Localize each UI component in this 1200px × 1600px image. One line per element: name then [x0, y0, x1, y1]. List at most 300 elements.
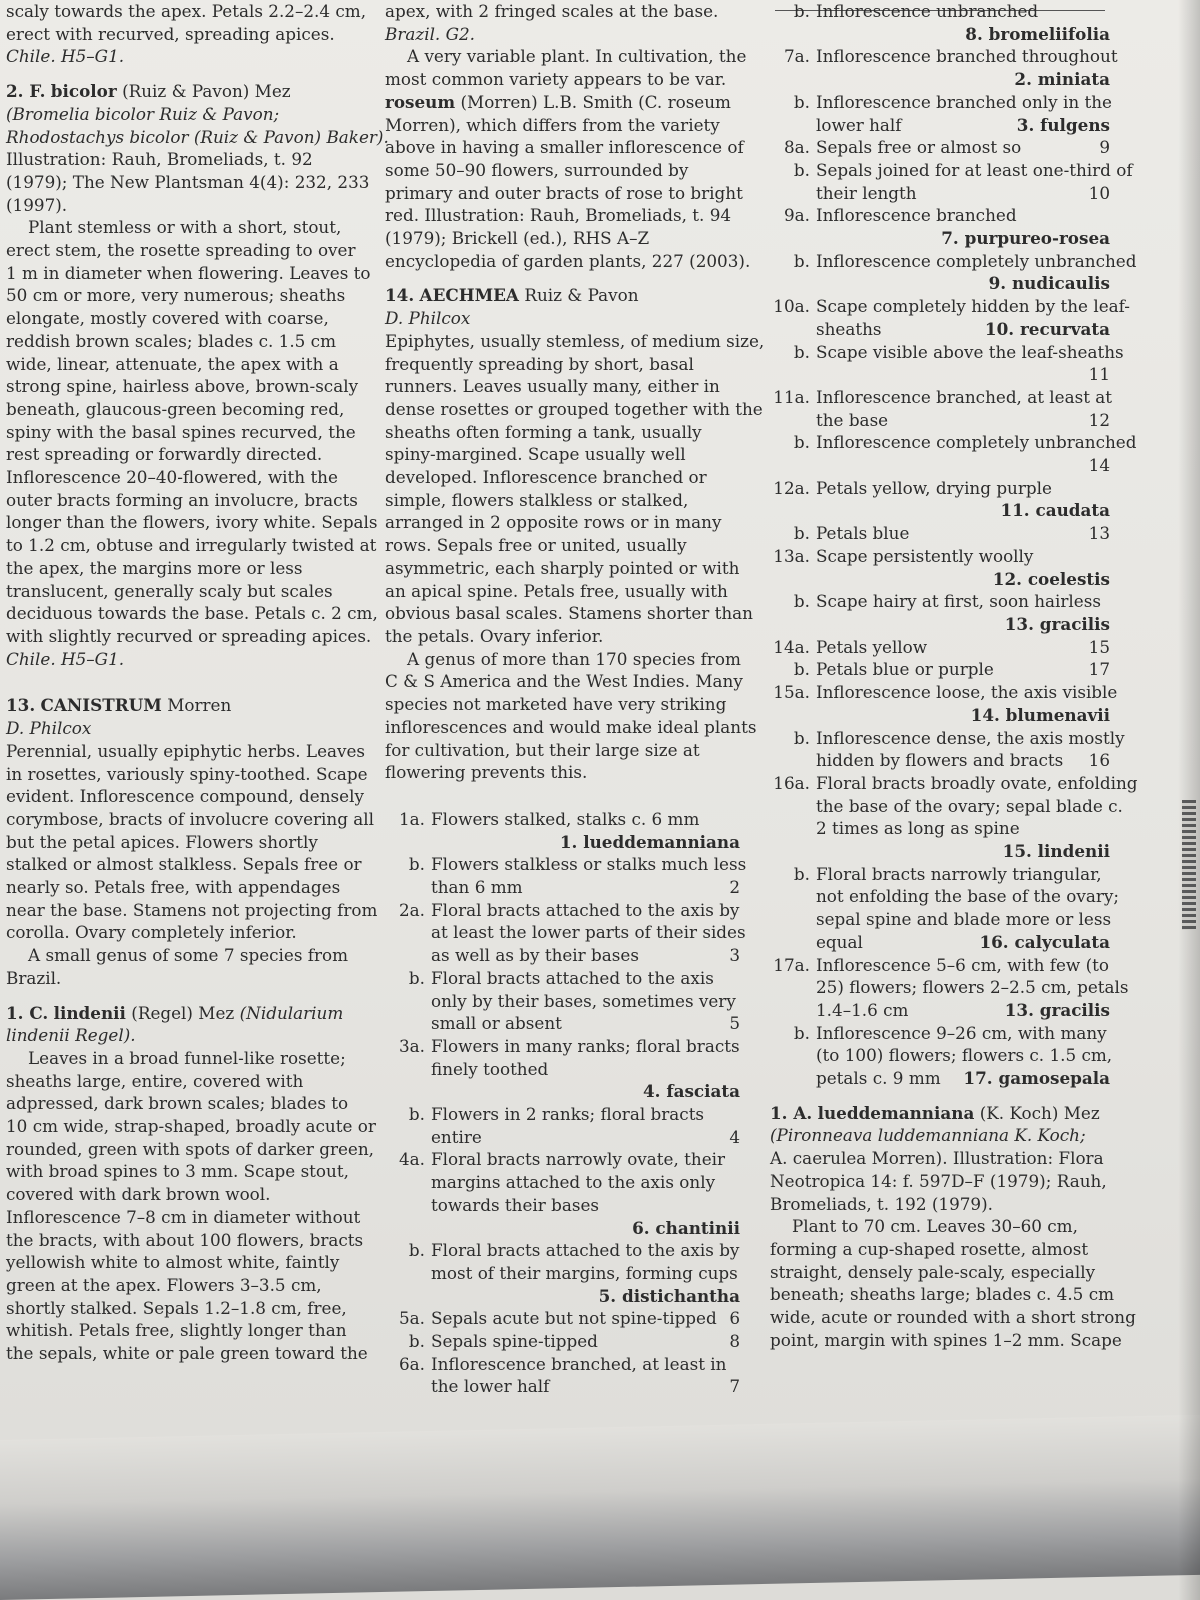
- key-text: 25) flowers; flowers 2–2.5 cm, petals: [816, 977, 1129, 998]
- desc-line: sheaths often forming a tank, usually: [385, 421, 702, 442]
- key-entry: [385, 1035, 740, 1058]
- desc-line: species not marketed have very striking: [385, 694, 727, 715]
- desc-line: developed. Inflorescence branched or: [385, 467, 707, 488]
- key-continuation: [385, 1194, 740, 1217]
- desc-line: (1979); Brickell (ed.), RHS A–Z: [385, 228, 650, 249]
- key-label: b.: [793, 591, 810, 612]
- key-text: hidden by flowers and bracts: [816, 750, 1064, 771]
- desc-line: the apex, the margins more or less: [6, 557, 303, 578]
- desc-line: red. Illustration: Rauh, Bromeliads, t. 94: [385, 205, 732, 226]
- species-name: lindenii: [53, 1002, 126, 1023]
- key-continuation: [385, 1012, 740, 1035]
- key-text: Scape completely hidden by the leaf-: [816, 296, 1130, 317]
- key-entry: [770, 136, 1110, 159]
- key-result: 7. purpureo-rosea: [941, 228, 1110, 249]
- key-entry: [770, 522, 1110, 545]
- key-lead: 16: [1088, 750, 1110, 771]
- key-label: 14a.: [773, 636, 810, 657]
- key-text: most of their margins, forming cups: [431, 1262, 738, 1283]
- desc-line: deciduous towards the base. Petals c. 2 cm,: [6, 603, 378, 624]
- key-text: Inflorescence branched throughout: [816, 46, 1118, 67]
- key-text: Inflorescence loose, the axis visible: [816, 682, 1118, 703]
- desc-line: simple, flowers stalkless or stalked,: [385, 489, 689, 510]
- key-result: 2. miniata: [1014, 69, 1110, 90]
- key-text: Sepals joined for at least one-third of: [816, 159, 1133, 180]
- desc-line: straight, densely pale-scaly, especially: [770, 1261, 1096, 1282]
- key-text: Petals yellow: [816, 636, 928, 657]
- text-line: apex, with 2 fringed scales at the base.: [385, 1, 719, 21]
- key-label: b.: [793, 1022, 810, 1043]
- key-entry: [770, 250, 1137, 273]
- key-result: 9. nudicaulis: [988, 273, 1110, 294]
- key-result: 14. blumenavii: [970, 704, 1110, 725]
- key-text: the base of the ovary; sepal blade c.: [816, 795, 1123, 816]
- key-continuation: [770, 976, 1129, 999]
- key-label: 2a.: [398, 899, 425, 920]
- origin-line: Chile. H5–G1.: [6, 648, 125, 669]
- genus-authority: Morren: [167, 695, 232, 716]
- desc-line: sheaths large, entire, covered with: [6, 1070, 304, 1091]
- key-label: b.: [408, 1104, 425, 1125]
- key-continuation: [770, 114, 1110, 137]
- key-lead: 6: [729, 1308, 740, 1329]
- key-text: Inflorescence branched only in the: [816, 91, 1112, 112]
- key-text: the lower half: [431, 1376, 550, 1397]
- desc-line: elongate, mostly covered with coarse,: [6, 308, 329, 329]
- key-result: 15. lindenii: [1002, 841, 1110, 862]
- key-text: Scape hairy at first, soon hairless: [816, 591, 1101, 612]
- key-text: Sepals free or almost so: [816, 137, 1022, 158]
- key-result: 3. fulgens: [1016, 114, 1110, 135]
- desc-line: wide, linear, attenuate, the apex with a: [6, 353, 339, 374]
- illustration-line: Illustration: Rauh, Bromeliads, t. 92: [6, 149, 313, 170]
- key-text: Inflorescence completely unbranched: [816, 250, 1137, 271]
- key-entry: [385, 1239, 740, 1262]
- desc-line: flowering prevents this.: [385, 762, 588, 783]
- desc-line: inflorescences and would make ideal plants: [385, 716, 757, 737]
- key-label: 5a.: [398, 1308, 425, 1329]
- text-line: erect with recurved, spreading apices.: [6, 23, 335, 44]
- desc-line: point, margin with spines 1–2 mm. Scape: [770, 1329, 1122, 1350]
- key-lead: 10: [1088, 182, 1110, 203]
- synonym-line: (Pironneava luddemanniana K. Koch;: [770, 1125, 1086, 1146]
- desc-line: with slightly recurved or spreading apices.: [6, 625, 372, 646]
- synonym-line: Rhodostachys bicolor (Ruiz & Pavon) Baker).: [6, 126, 389, 147]
- key-entry: [770, 681, 1118, 704]
- identification-key-part1: [385, 808, 747, 1398]
- key-text: only by their bases, sometimes very: [431, 990, 736, 1011]
- desc-line: rows. Sepals free or united, usually: [385, 535, 687, 556]
- key-label: 16a.: [773, 772, 810, 793]
- key-continuation: [385, 990, 740, 1013]
- key-text: equal: [816, 931, 863, 952]
- desc-line: beneath, glaucous-green becoming red,: [6, 398, 345, 419]
- key-continuation: [770, 318, 1110, 341]
- desc-line: corymbose, bracts of involucre covering all: [6, 808, 375, 829]
- key-label: b.: [793, 432, 810, 453]
- desc-line: wide, acute or rounded with a short strong: [770, 1307, 1136, 1328]
- key-text: not enfolding the base of the ovary;: [816, 886, 1120, 907]
- key-entry: [770, 954, 1110, 977]
- key-continuation: [770, 1067, 1110, 1090]
- genus-authority: Ruiz & Pavon: [524, 285, 639, 306]
- key-text: finely toothed: [431, 1058, 549, 1079]
- species-heading-lueddemanniana: [770, 1102, 1110, 1125]
- key-result: 11. caudata: [1000, 500, 1110, 521]
- desc-line: Inflorescence 20–40-flowered, with the: [6, 467, 338, 488]
- key-result: 6. chantinii: [632, 1217, 740, 1238]
- origin-line: Chile. H5–G1.: [6, 46, 125, 67]
- desc-line: Morren), which differs from the variety: [385, 114, 720, 135]
- page-bottom-edge: [0, 1415, 1200, 1600]
- desc-line: 50 cm or more, very numerous; sheaths: [6, 285, 346, 306]
- synonym: (Nidularium: [239, 1002, 344, 1023]
- desc-line: Leaves in a broad funnel-like rosette;: [28, 1047, 346, 1068]
- desc-line: some 50–90 flowers, surrounded by: [385, 159, 689, 180]
- genus-number: 14.: [385, 285, 415, 306]
- key-entry: [385, 808, 740, 831]
- key-text: Inflorescence branched: [816, 205, 1017, 226]
- thumb-index-mark: [1182, 800, 1196, 930]
- desc-line: reddish brown scales; blades c. 1.5 cm: [6, 330, 336, 351]
- key-entry: [385, 1353, 740, 1376]
- key-lead: 5: [729, 1013, 740, 1034]
- key-text: sheaths: [816, 318, 882, 339]
- key-entry: [770, 658, 1110, 681]
- key-label: b.: [793, 159, 810, 180]
- key-lead: 15: [1088, 636, 1110, 657]
- key-entry: [770, 386, 1113, 409]
- key-text: Inflorescence dense, the axis mostly: [816, 727, 1125, 748]
- desc-line: whitish. Petals free, slightly longer than: [6, 1320, 347, 1341]
- key-continuation: [385, 876, 740, 899]
- desc-line: evident. Inflorescence compound, densely: [6, 786, 364, 807]
- desc-line: yellowish white to almost white, faintly: [6, 1252, 340, 1273]
- identification-key-part2: [770, 0, 1138, 1090]
- key-continuation: [770, 999, 1110, 1022]
- key-text: entire: [431, 1126, 482, 1147]
- key-result: 16. calyculata: [979, 931, 1110, 952]
- key-label: b.: [793, 341, 810, 362]
- illustration-line: (1997).: [6, 194, 68, 215]
- desc-line: Inflorescence 7–8 cm in diameter without: [6, 1206, 361, 1227]
- key-label: b.: [793, 250, 810, 271]
- key-text: Petals blue or purple: [816, 659, 994, 680]
- species-number: 1. A.: [770, 1102, 813, 1123]
- key-text: small or absent: [431, 1013, 562, 1034]
- key-lead: 13: [1088, 523, 1110, 544]
- key-result: 17. gamosepala: [963, 1068, 1110, 1089]
- desc-line: erect stem, the rosette spreading to over: [6, 240, 356, 261]
- key-label: 15a.: [773, 682, 810, 703]
- key-lead: 7: [729, 1376, 740, 1397]
- key-result: 13. gracilis: [1004, 613, 1110, 634]
- key-result: 13. gracilis: [1004, 999, 1110, 1020]
- key-text: Scape persistently woolly: [816, 545, 1034, 566]
- desc-line: stalked or almost stalkless. Sepals free or: [6, 854, 362, 875]
- desc-line: outer bracts forming an involucre, bracts: [6, 489, 358, 510]
- key-text: Inflorescence 9–26 cm, with many: [816, 1022, 1107, 1043]
- desc-line: A genus of more than 170 species from: [407, 648, 741, 669]
- key-continuation: [385, 1126, 740, 1149]
- desc-line: primary and outer bracts of rose to bright: [385, 182, 743, 203]
- key-lead: 12: [1088, 409, 1110, 430]
- key-text: the base: [816, 409, 889, 430]
- key-text: Floral bracts narrowly triangular,: [816, 863, 1102, 884]
- key-label: b.: [793, 91, 810, 112]
- species-authority: (K. Koch) Mez: [979, 1102, 1100, 1123]
- desc-line: most common variety appears to be var.: [385, 69, 727, 90]
- genus-number: 13.: [6, 695, 36, 716]
- desc-line: near the base. Stamens not projecting from: [6, 899, 378, 920]
- key-label: 1a.: [398, 808, 425, 829]
- key-text: Inflorescence unbranched: [816, 1, 1039, 21]
- key-text: 2 times as long as spine: [816, 818, 1020, 839]
- key-text: margins attached to the axis only: [431, 1172, 716, 1193]
- key-text: Flowers stalked, stalks c. 6 mm: [431, 808, 700, 829]
- key-label: b.: [793, 523, 810, 544]
- species-authority: (Regel) Mez: [131, 1002, 235, 1023]
- key-continuation: [385, 921, 746, 944]
- key-text: Inflorescence 5–6 cm, with few (to: [816, 954, 1110, 975]
- desc-line: C & S America and the West Indies. Many: [385, 671, 743, 692]
- genus-name: CANISTRUM: [40, 695, 162, 716]
- desc-line: Perennial, usually epiphytic herbs. Leaves: [6, 740, 366, 761]
- text-line: scaly towards the apex. Petals 2.2–2.4 cm,: [6, 1, 367, 21]
- key-label: 9a.: [783, 205, 810, 226]
- desc-line: covered with dark brown wool.: [6, 1184, 271, 1205]
- desc-line: in rosettes, variously spiny-toothed. Scape: [6, 763, 368, 784]
- desc-line: to 1.2 cm, obtuse and irregularly twisted at: [6, 535, 377, 556]
- desc-line: for cultivation, but their large size at: [385, 739, 700, 760]
- key-continuation: [385, 1058, 740, 1081]
- key-entry: [770, 295, 1130, 318]
- key-entry: [770, 45, 1118, 68]
- key-continuation: [770, 795, 1123, 818]
- key-label: b.: [408, 967, 425, 988]
- key-text: towards their bases: [431, 1194, 600, 1215]
- desc-line: arranged in 2 opposite rows or in many: [385, 512, 722, 533]
- key-text: Petals blue: [816, 523, 910, 544]
- key-entry: [770, 431, 1137, 454]
- desc-line: Brazil.: [6, 967, 62, 988]
- key-label: 3a.: [398, 1035, 425, 1056]
- desc-line: Plant stemless or with a short, stout,: [28, 217, 342, 238]
- column-middle: [385, 0, 765, 1398]
- desc-line: frequently spreading by short, basal: [385, 353, 694, 374]
- key-text: Floral bracts attached to the axis by: [431, 1240, 740, 1261]
- key-lead: 4: [729, 1126, 740, 1147]
- desc-line: rounded, green with spots of darker green,: [6, 1138, 374, 1159]
- key-text: (to 100) flowers; flowers c. 1.5 cm,: [816, 1045, 1113, 1066]
- key-continuation: [770, 908, 1110, 931]
- key-entry: [385, 899, 740, 922]
- desc-line: nearly so. Petals free, with appendages: [6, 877, 341, 898]
- key-continuation: [770, 749, 1110, 772]
- key-text: Floral bracts attached to the axis by: [431, 899, 740, 920]
- key-text: Sepals acute but not spine-tipped: [431, 1308, 717, 1329]
- desc-line: obvious basal scales. Stamens shorter than: [385, 603, 753, 624]
- key-label: 6a.: [398, 1353, 425, 1374]
- desc-line: Epiphytes, usually stemless, of medium size,: [385, 330, 765, 351]
- key-label: b.: [793, 727, 810, 748]
- species-heading-lindenii: [6, 1002, 366, 1025]
- key-text: Floral bracts narrowly ovate, their: [431, 1149, 726, 1170]
- key-continuation: [385, 1262, 740, 1285]
- key-lead: 9: [1099, 137, 1110, 158]
- column-left: [6, 0, 389, 1365]
- key-entry: [770, 772, 1138, 795]
- key-label: 12a.: [773, 477, 810, 498]
- key-text: Floral bracts attached to the axis: [431, 967, 714, 988]
- desc-line: but the petal apices. Flowers shortly: [6, 831, 318, 852]
- desc-line: corolla. Ovary completely inferior.: [6, 922, 297, 943]
- key-entry: [385, 853, 747, 876]
- desc-line: above in having a smaller inflorescence of: [385, 137, 744, 158]
- synonym-line: (Bromelia bicolor Ruiz & Pavon;: [6, 103, 280, 124]
- key-result: 8. bromeliifolia: [965, 23, 1110, 44]
- key-result: 4. fasciata: [643, 1081, 740, 1102]
- key-text: Floral bracts broadly ovate, enfolding: [816, 772, 1138, 793]
- species-name: bicolor: [50, 81, 117, 102]
- key-continuation: [770, 817, 1110, 840]
- key-entry: [770, 91, 1110, 114]
- key-text: Inflorescence branched, at least in: [431, 1353, 727, 1374]
- desc-line: beneath; sheaths large; blades c. 4.5 cm: [770, 1284, 1114, 1305]
- illustration-line: Neotropica 14: f. 597D–F (1979); Rauh,: [770, 1170, 1107, 1191]
- key-text: Sepals spine-tipped: [431, 1331, 598, 1352]
- key-lead: 14: [1088, 455, 1110, 476]
- desc-line: runners. Leaves usually many, either in: [385, 376, 720, 397]
- key-text: Flowers stalkless or stalks much less: [431, 854, 747, 875]
- desc-line: A very variable plant. In cultivation, the: [407, 46, 747, 67]
- key-text: Flowers in many ranks; floral bracts: [431, 1035, 740, 1056]
- key-continuation: [770, 182, 1110, 205]
- key-result: 1. lueddemanniana: [559, 831, 740, 852]
- genus-heading-canistrum: [6, 694, 366, 717]
- key-label: b.: [793, 659, 810, 680]
- key-entry: [770, 636, 1110, 659]
- key-entry: [770, 204, 1110, 227]
- section-author: D. Philcox: [385, 308, 471, 329]
- key-label: 11a.: [773, 386, 810, 407]
- column-right: [770, 0, 1138, 1351]
- key-label: b.: [408, 1240, 425, 1261]
- key-text: Inflorescence completely unbranched: [816, 432, 1137, 453]
- desc-line: strong spine, hairless above, brown-scaly: [6, 376, 359, 397]
- desc-line: the petals. Ovary inferior.: [385, 625, 604, 646]
- desc-line: spiny-margined. Scape usually well: [385, 444, 686, 465]
- key-label: 7a.: [783, 46, 810, 67]
- desc-line: 1 m in diameter when flowering. Leaves to: [6, 262, 371, 283]
- desc-line: encyclopedia of garden plants, 227 (2003).: [385, 250, 751, 271]
- illustration-line: Bromeliads, t. 192 (1979).: [770, 1193, 993, 1214]
- key-text: at least the lower parts of their sides: [431, 922, 746, 943]
- desc-line: translucent, generally scaly but scales: [6, 580, 333, 601]
- key-text: 1.4–1.6 cm: [816, 999, 909, 1020]
- key-text: as well as by their bases: [431, 945, 639, 966]
- origin-line: Brazil. G2.: [385, 23, 476, 44]
- desc-line: Plant to 70 cm. Leaves 30–60 cm,: [792, 1216, 1078, 1237]
- desc-line: the sepals, white or pale green toward the: [6, 1343, 368, 1364]
- key-label: b.: [793, 1, 810, 21]
- desc-line: an apical spine. Petals free, usually with: [385, 580, 728, 601]
- key-continuation: [770, 885, 1120, 908]
- genus-heading-aechmea: [385, 284, 740, 307]
- key-lead: 11: [1088, 364, 1110, 385]
- variety-authority: (Morren) L.B. Smith (C. roseum: [460, 91, 731, 112]
- desc-line: adpressed, dark brown scales; blades to: [6, 1093, 349, 1114]
- desc-line: spiny with the basal spines recurved, the: [6, 421, 356, 442]
- key-text: petals c. 9 mm: [816, 1068, 941, 1089]
- key-label: b.: [793, 863, 810, 884]
- key-entry: [770, 341, 1124, 364]
- key-result: 5. distichantha: [598, 1285, 740, 1306]
- key-label: 13a.: [773, 545, 810, 566]
- key-text: their length: [816, 182, 917, 203]
- desc-line: shortly stalked. Sepals 1.2–1.8 cm, free,: [6, 1297, 347, 1318]
- species-number: 2. F.: [6, 81, 46, 102]
- key-entry: [385, 1307, 740, 1330]
- desc-line: forming a cup-shaped rosette, almost: [770, 1238, 1089, 1259]
- key-lead: 2: [729, 877, 740, 898]
- key-entry: [770, 545, 1110, 568]
- key-text: Petals yellow, drying purple: [816, 477, 1052, 498]
- illustration-line: (1979); The New Plantsman 4(4): 232, 233: [6, 171, 370, 192]
- key-continuation: [770, 931, 1110, 954]
- key-continuation: [770, 1044, 1113, 1067]
- key-label: 17a.: [773, 954, 810, 975]
- key-continuation: [385, 1171, 740, 1194]
- key-text: lower half: [816, 114, 902, 135]
- desc-line: with broad spines to 3 mm. Scape stout,: [6, 1161, 349, 1182]
- key-label: 10a.: [773, 296, 810, 317]
- desc-line: rest spreading or forwardly directed.: [6, 444, 323, 465]
- desc-line: A small genus of some 7 species from: [28, 945, 349, 966]
- key-entry: [770, 1022, 1110, 1045]
- variety-heading: [385, 91, 740, 114]
- key-continuation: [385, 1375, 740, 1398]
- key-text: Flowers in 2 ranks; floral bracts: [431, 1104, 705, 1125]
- key-lead: 17: [1088, 659, 1110, 680]
- desc-line: dense rosettes or grouped together with the: [385, 398, 763, 419]
- key-entry: [385, 967, 740, 990]
- key-lead: 8: [729, 1331, 740, 1352]
- variety-name: roseum: [385, 91, 456, 112]
- section-author: D. Philcox: [6, 718, 92, 739]
- key-entry: [770, 590, 1110, 613]
- key-label: 4a.: [398, 1149, 425, 1170]
- synonym-line: A. caerulea Morren). Illustration: Flora: [770, 1148, 1104, 1169]
- desc-line: 10 cm wide, strap-shaped, broadly acute or: [6, 1116, 376, 1137]
- desc-line: green at the apex. Flowers 3–3.5 cm,: [6, 1274, 322, 1295]
- synonym-line: lindenii Regel).: [6, 1025, 136, 1046]
- desc-line: longer than the flowers, ivory white. Sepals: [6, 512, 378, 533]
- key-continuation: [385, 944, 740, 967]
- key-text: than 6 mm: [431, 877, 523, 898]
- key-entry: [385, 1148, 740, 1171]
- key-label: 8a.: [783, 137, 810, 158]
- key-result: 12. coelestis: [992, 568, 1110, 589]
- key-lead: 3: [729, 945, 740, 966]
- key-result: 10. recurvata: [984, 318, 1110, 339]
- key-entry: [385, 1103, 740, 1126]
- key-entry: [770, 863, 1110, 886]
- key-entry: [770, 0, 1110, 23]
- key-entry: [770, 159, 1133, 182]
- key-text: Scape visible above the leaf-sheaths: [816, 341, 1124, 362]
- species-heading-bicolor: [6, 80, 366, 103]
